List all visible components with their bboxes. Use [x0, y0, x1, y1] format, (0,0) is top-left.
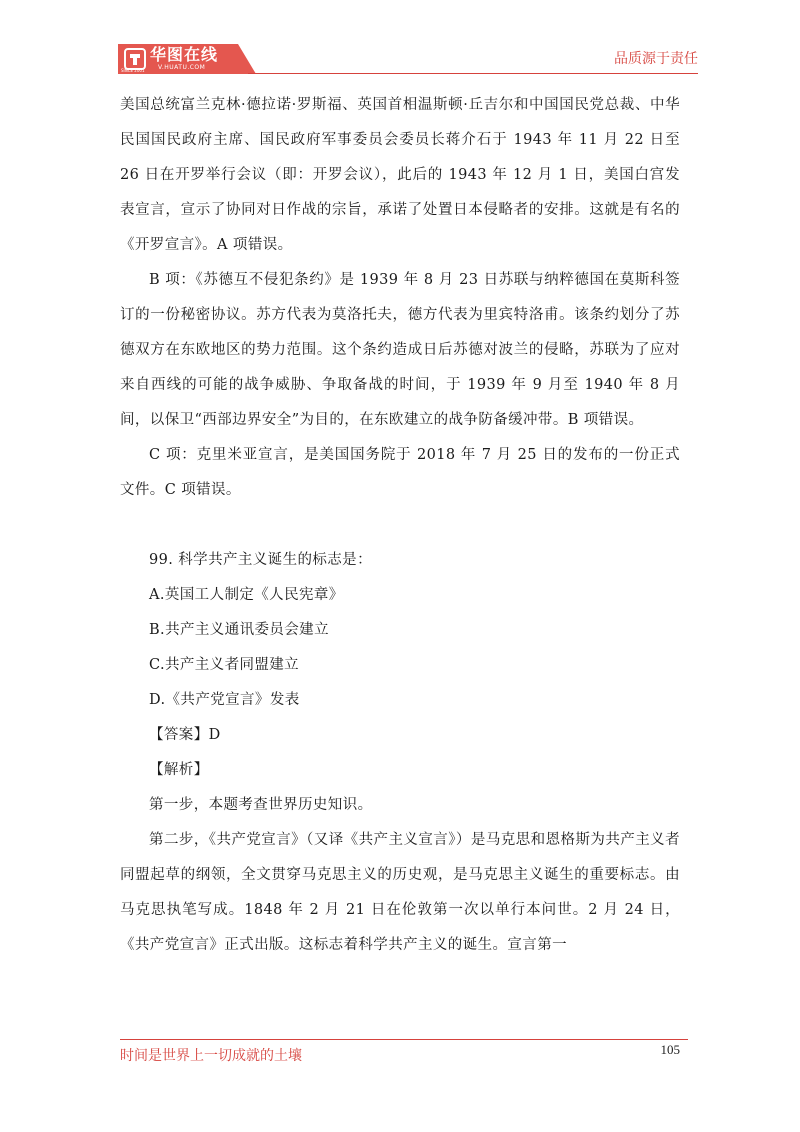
paragraph-a-explanation: 美国总统富兰克林·德拉诺·罗斯福、英国首相温斯顿·丘吉尔和中国国民党总裁、中华民国国民政府主席、国民政府军事委员会委员长蒋介石于 1943 年 11 月 22 日至 26 日在开罗举行会议（即：开罗会议），此后的 1943 年 12 月 1 日，美国白宫发表宣言，宣示了协同对日作战的宗旨，承诺了处置日本侵略者的安排。这就是有名的《开罗宣言》。A 项错误。 — [120, 97, 680, 253]
header-divider — [248, 73, 698, 74]
header-slogan: 品质源于责任 — [614, 51, 698, 67]
logo-url: V.HUATU.COM — [158, 64, 206, 71]
option-d: D.《共产党宣言》发表 — [149, 692, 300, 708]
paragraph-b-explanation: B 项：《苏德互不侵犯条约》是 1939 年 8 月 23 日苏联与纳粹德国在莫斯科签订的一份秘密协议。苏方代表为莫洛托夫，德方代表为里宾特洛甫。该条约划分了苏德双方在东欧地区的势力范围。这个条约造成日后苏德对波兰的侵略，苏联为了应对来自西线的可能的战争威胁、争取备战的时间，于 1939 年 9 月至 1940 年 8 月间，以保卫“西部边界安全”为目的，在东欧建立的战争防备缓冲带。B 项错误。 — [120, 272, 680, 428]
footer-divider — [120, 1039, 688, 1040]
logo-badge-icon — [124, 48, 146, 70]
option-a: A.英国工人制定《人民宪章》 — [149, 587, 344, 603]
analysis-step-2: 第二步，《共产党宣言》（又译《共产主义宣言》）是马克思和恩格斯为共产主义者同盟起草的纲领，全文贯穿马克思主义的历史观，是马克思主义诞生的重要标志。由马克思执笔写成。1848 年 2 月 21 日在伦敦第一次以单行本问世。2 月 24 日，《共产党宣言》正式出版。这标志着科学共产主义的诞生。宣言第一 — [120, 832, 680, 953]
logo-year: SINCE 2001 — [121, 68, 145, 73]
option-b: B.共产主义通讯委员会建立 — [149, 622, 329, 638]
page-content — [120, 88, 680, 963]
analysis-label: 【解析】 — [149, 762, 209, 778]
question-stem: 99. 科学共产主义诞生的标志是： — [149, 552, 372, 568]
huatu-logo — [118, 44, 256, 74]
footer-motto: 时间是世界上一切成就的土壤 — [120, 1048, 302, 1064]
paragraph-c-explanation: C 项：克里米亚宣言，是美国国务院于 2018 年 7 月 25 日的发布的一份正式文件。C 项错误。 — [120, 447, 680, 498]
option-c: C.共产主义者同盟建立 — [149, 657, 300, 673]
analysis-step-1: 第一步，本题考查世界历史知识。 — [149, 797, 373, 813]
answer-label: 【答案】D — [149, 727, 221, 743]
page-header — [0, 0, 800, 80]
page-number: 105 — [660, 1042, 680, 1057]
logo-text: 华图在线 — [150, 45, 219, 64]
